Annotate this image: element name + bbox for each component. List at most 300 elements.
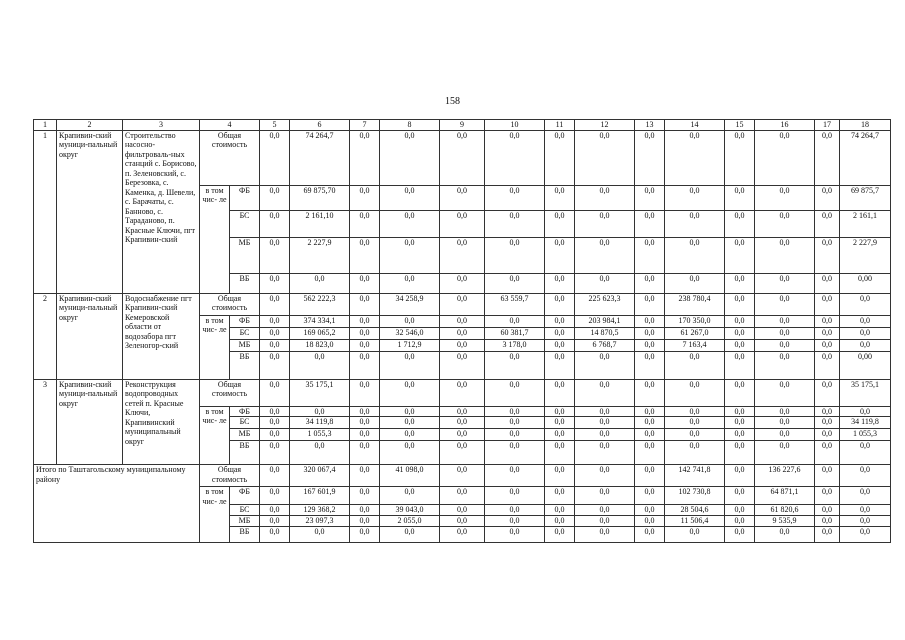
value-cell: 0,0 xyxy=(440,315,485,327)
value-cell: 0,0 xyxy=(545,406,575,417)
column-number: 3 xyxy=(123,120,200,131)
value-cell: 0,0 xyxy=(260,237,290,273)
value-cell: 0,0 xyxy=(260,185,290,210)
value-cell: 0,0 xyxy=(440,516,485,527)
value-cell: 0,0 xyxy=(350,429,380,441)
value-cell: 41 098,0 xyxy=(380,465,440,487)
value-cell: 0,0 xyxy=(840,315,891,327)
value-cell: 0,0 xyxy=(260,210,290,237)
value-cell: 0,0 xyxy=(665,273,725,293)
value-cell: 0,0 xyxy=(380,315,440,327)
value-cell: 2 161,1 xyxy=(840,210,891,237)
value-cell: 39 043,0 xyxy=(380,505,440,516)
value-cell: 129 368,2 xyxy=(290,505,350,516)
value-cell: 0,0 xyxy=(545,417,575,429)
value-cell: 0,00 xyxy=(840,351,891,379)
value-cell: 169 065,2 xyxy=(290,327,350,339)
value-cell: 0,0 xyxy=(575,516,635,527)
value-cell: 1 055,3 xyxy=(840,429,891,441)
value-cell: 0,0 xyxy=(635,505,665,516)
value-cell: 0,0 xyxy=(260,441,290,465)
value-cell: 0,0 xyxy=(260,527,290,543)
value-cell: 28 504,6 xyxy=(665,505,725,516)
value-cell: 0,0 xyxy=(755,406,815,417)
value-cell: 0,0 xyxy=(635,429,665,441)
column-number: 14 xyxy=(665,120,725,131)
column-number: 5 xyxy=(260,120,290,131)
value-cell: 63 559,7 xyxy=(485,293,545,315)
value-cell: 102 730,8 xyxy=(665,487,725,505)
value-cell: 0,0 xyxy=(440,527,485,543)
value-cell: 0,0 xyxy=(290,351,350,379)
value-cell: 0,0 xyxy=(725,379,755,406)
value-cell: 0,0 xyxy=(575,237,635,273)
value-cell: 0,0 xyxy=(635,465,665,487)
value-cell: 0,0 xyxy=(290,441,350,465)
district-name: Крапивин-ский муници-пальный округ xyxy=(57,130,123,293)
value-cell: 0,0 xyxy=(485,417,545,429)
column-number: 2 xyxy=(57,120,123,131)
value-cell: 0,0 xyxy=(260,130,290,185)
column-number: 17 xyxy=(815,120,840,131)
value-cell: 0,0 xyxy=(440,185,485,210)
value-cell: 0,0 xyxy=(635,315,665,327)
value-cell: 0,0 xyxy=(380,379,440,406)
column-number: 6 xyxy=(290,120,350,131)
value-cell: 35 175,1 xyxy=(840,379,891,406)
value-cell: 0,00 xyxy=(840,273,891,293)
value-cell: 0,0 xyxy=(815,379,840,406)
value-cell: 0,0 xyxy=(635,293,665,315)
value-cell: 0,0 xyxy=(725,130,755,185)
value-cell: 0,0 xyxy=(350,185,380,210)
value-cell: 0,0 xyxy=(725,505,755,516)
value-cell: 0,0 xyxy=(815,315,840,327)
value-cell: 0,0 xyxy=(575,505,635,516)
value-cell: 0,0 xyxy=(665,351,725,379)
value-cell: 0,0 xyxy=(635,185,665,210)
value-cell: 61 267,0 xyxy=(665,327,725,339)
value-cell: 0,0 xyxy=(725,429,755,441)
value-cell: 0,0 xyxy=(725,406,755,417)
value-cell: 0,0 xyxy=(635,417,665,429)
value-cell: 0,0 xyxy=(840,527,891,543)
value-cell: 0,0 xyxy=(545,339,575,351)
value-cell: 0,0 xyxy=(260,351,290,379)
value-cell: 0,0 xyxy=(635,327,665,339)
value-cell: 2 055,0 xyxy=(380,516,440,527)
value-cell: 0,0 xyxy=(350,327,380,339)
value-cell: 3 178,0 xyxy=(485,339,545,351)
value-cell: 0,0 xyxy=(380,351,440,379)
value-cell: 167 601,9 xyxy=(290,487,350,505)
value-cell: 0,0 xyxy=(635,130,665,185)
value-cell: 0,0 xyxy=(440,441,485,465)
value-cell: 142 741,8 xyxy=(665,465,725,487)
value-cell: 0,0 xyxy=(575,465,635,487)
summary-label: Итого по Таштагольскому муниципальному району xyxy=(34,465,200,543)
value-cell: 0,0 xyxy=(545,273,575,293)
total-cost-label: Общая стоимость xyxy=(200,465,260,487)
value-cell: 0,0 xyxy=(440,130,485,185)
column-number: 13 xyxy=(635,120,665,131)
value-cell: 0,0 xyxy=(260,417,290,429)
value-cell: 0,0 xyxy=(545,315,575,327)
project-total-row xyxy=(34,130,891,185)
column-number: 15 xyxy=(725,120,755,131)
total-cost-label: Общая стоимость xyxy=(200,130,260,185)
value-cell: 170 350,0 xyxy=(665,315,725,327)
value-cell: 0,0 xyxy=(725,339,755,351)
value-cell: 0,0 xyxy=(290,527,350,543)
value-cell: 0,0 xyxy=(725,465,755,487)
value-cell: 0,0 xyxy=(840,516,891,527)
value-cell: 0,0 xyxy=(725,273,755,293)
value-cell: 0,0 xyxy=(350,527,380,543)
fund-code: МБ xyxy=(230,429,260,441)
value-cell: 2 227,9 xyxy=(840,237,891,273)
value-cell: 0,0 xyxy=(755,210,815,237)
value-cell: 0,0 xyxy=(350,465,380,487)
value-cell: 0,0 xyxy=(545,185,575,210)
value-cell: 0,0 xyxy=(575,527,635,543)
fund-code: БС xyxy=(230,417,260,429)
value-cell: 0,0 xyxy=(260,505,290,516)
column-number: 4 xyxy=(200,120,260,131)
value-cell: 0,0 xyxy=(380,441,440,465)
value-cell: 0,0 xyxy=(485,237,545,273)
value-cell: 0,0 xyxy=(485,487,545,505)
value-cell: 0,0 xyxy=(755,379,815,406)
column-numbers-row xyxy=(34,120,891,131)
value-cell: 11 506,4 xyxy=(665,516,725,527)
value-cell: 0,0 xyxy=(725,327,755,339)
value-cell: 0,0 xyxy=(440,465,485,487)
value-cell: 0,0 xyxy=(380,406,440,417)
value-cell: 0,0 xyxy=(545,487,575,505)
fund-code: БС xyxy=(230,505,260,516)
value-cell: 0,0 xyxy=(350,379,380,406)
value-cell: 61 820,6 xyxy=(755,505,815,516)
value-cell: 0,0 xyxy=(755,527,815,543)
value-cell: 0,0 xyxy=(350,441,380,465)
value-cell: 0,0 xyxy=(545,210,575,237)
value-cell: 0,0 xyxy=(635,273,665,293)
value-cell: 0,0 xyxy=(440,351,485,379)
value-cell: 0,0 xyxy=(380,527,440,543)
value-cell: 0,0 xyxy=(725,441,755,465)
value-cell: 0,0 xyxy=(755,130,815,185)
value-cell: 0,0 xyxy=(575,351,635,379)
value-cell: 69 875,7 xyxy=(840,185,891,210)
value-cell: 0,0 xyxy=(665,185,725,210)
value-cell: 0,0 xyxy=(440,273,485,293)
value-cell: 14 870,5 xyxy=(575,327,635,339)
value-cell: 0,0 xyxy=(545,293,575,315)
value-cell: 0,0 xyxy=(725,293,755,315)
value-cell: 0,0 xyxy=(840,505,891,516)
value-cell: 0,0 xyxy=(635,527,665,543)
value-cell: 0,0 xyxy=(380,417,440,429)
value-cell: 0,0 xyxy=(485,406,545,417)
fund-code: ФБ xyxy=(230,315,260,327)
value-cell: 0,0 xyxy=(575,487,635,505)
value-cell: 0,0 xyxy=(350,237,380,273)
value-cell: 0,0 xyxy=(350,487,380,505)
value-cell: 0,0 xyxy=(350,351,380,379)
fund-code: МБ xyxy=(230,339,260,351)
budget-table xyxy=(33,119,891,543)
value-cell: 34 119,8 xyxy=(840,417,891,429)
value-cell: 0,0 xyxy=(260,327,290,339)
value-cell: 0,0 xyxy=(575,273,635,293)
value-cell: 0,0 xyxy=(815,130,840,185)
value-cell: 0,0 xyxy=(545,527,575,543)
value-cell: 0,0 xyxy=(350,273,380,293)
value-cell: 0,0 xyxy=(545,429,575,441)
value-cell: 0,0 xyxy=(350,516,380,527)
value-cell: 2 161,10 xyxy=(290,210,350,237)
total-cost-label: Общая стоимость xyxy=(200,293,260,315)
value-cell: 0,0 xyxy=(665,379,725,406)
value-cell: 2 227,9 xyxy=(290,237,350,273)
fund-code: ВБ xyxy=(230,441,260,465)
value-cell: 0,0 xyxy=(815,273,840,293)
value-cell: 0,0 xyxy=(440,417,485,429)
fund-code: ФБ xyxy=(230,487,260,505)
value-cell: 74 264,7 xyxy=(840,130,891,185)
value-cell: 74 264,7 xyxy=(290,130,350,185)
value-cell: 562 222,3 xyxy=(290,293,350,315)
value-cell: 0,0 xyxy=(485,465,545,487)
value-cell: 0,0 xyxy=(260,315,290,327)
fund-code: ВБ xyxy=(230,527,260,543)
column-number: 18 xyxy=(840,120,891,131)
value-cell: 0,0 xyxy=(665,441,725,465)
value-cell: 238 780,4 xyxy=(665,293,725,315)
value-cell: 6 768,7 xyxy=(575,339,635,351)
value-cell: 0,0 xyxy=(725,237,755,273)
value-cell: 0,0 xyxy=(485,273,545,293)
object-name: Реконструкция водопроводных сетей п. Красные Ключи, Крапивинский муниципальный округ xyxy=(123,379,200,465)
including-label: в том чис- ле xyxy=(200,185,230,293)
value-cell: 0,0 xyxy=(440,339,485,351)
fund-code: БС xyxy=(230,210,260,237)
value-cell: 0,0 xyxy=(725,487,755,505)
value-cell: 0,0 xyxy=(380,487,440,505)
value-cell: 0,0 xyxy=(755,417,815,429)
value-cell: 0,0 xyxy=(380,429,440,441)
value-cell: 0,0 xyxy=(635,487,665,505)
fund-code: ВБ xyxy=(230,273,260,293)
value-cell: 0,0 xyxy=(350,339,380,351)
value-cell: 0,0 xyxy=(665,210,725,237)
column-number: 7 xyxy=(350,120,380,131)
value-cell: 35 175,1 xyxy=(290,379,350,406)
value-cell: 0,0 xyxy=(260,293,290,315)
value-cell: 0,0 xyxy=(260,516,290,527)
value-cell: 0,0 xyxy=(725,315,755,327)
value-cell: 0,0 xyxy=(260,339,290,351)
value-cell: 0,0 xyxy=(545,505,575,516)
value-cell: 0,0 xyxy=(350,505,380,516)
value-cell: 0,0 xyxy=(755,315,815,327)
project-total-row xyxy=(34,293,891,315)
column-number: 12 xyxy=(575,120,635,131)
value-cell: 0,0 xyxy=(840,487,891,505)
value-cell: 0,0 xyxy=(545,465,575,487)
value-cell: 0,0 xyxy=(485,505,545,516)
value-cell: 0,0 xyxy=(665,527,725,543)
value-cell: 0,0 xyxy=(725,417,755,429)
value-cell: 0,0 xyxy=(260,406,290,417)
value-cell: 0,0 xyxy=(545,237,575,273)
value-cell: 0,0 xyxy=(440,487,485,505)
value-cell: 0,0 xyxy=(725,351,755,379)
value-cell: 34 119,8 xyxy=(290,417,350,429)
value-cell: 0,0 xyxy=(260,273,290,293)
value-cell: 0,0 xyxy=(485,351,545,379)
value-cell: 0,0 xyxy=(575,441,635,465)
value-cell: 0,0 xyxy=(635,406,665,417)
value-cell: 9 535,9 xyxy=(755,516,815,527)
value-cell: 0,0 xyxy=(350,315,380,327)
district-name: Крапивин-ский муници-пальный округ xyxy=(57,379,123,465)
column-number: 16 xyxy=(755,120,815,131)
value-cell: 0,0 xyxy=(815,505,840,516)
value-cell: 0,0 xyxy=(755,441,815,465)
value-cell: 0,0 xyxy=(440,293,485,315)
value-cell: 0,0 xyxy=(815,406,840,417)
value-cell: 32 546,0 xyxy=(380,327,440,339)
value-cell: 7 163,4 xyxy=(665,339,725,351)
value-cell: 23 097,3 xyxy=(290,516,350,527)
value-cell: 0,0 xyxy=(815,527,840,543)
fund-code: МБ xyxy=(230,237,260,273)
object-name: Водоснабжение пгт Крапивин-ский Кемеровской области от водозабора пгт Зеленогор-ский xyxy=(123,293,200,379)
column-number: 1 xyxy=(34,120,57,131)
value-cell: 0,0 xyxy=(545,441,575,465)
value-cell: 0,0 xyxy=(840,293,891,315)
value-cell: 0,0 xyxy=(485,315,545,327)
value-cell: 0,0 xyxy=(485,527,545,543)
value-cell: 0,0 xyxy=(485,130,545,185)
fund-code: ФБ xyxy=(230,185,260,210)
value-cell: 0,0 xyxy=(665,130,725,185)
value-cell: 0,0 xyxy=(755,185,815,210)
value-cell: 64 871,1 xyxy=(755,487,815,505)
value-cell: 0,0 xyxy=(815,441,840,465)
fund-code: МБ xyxy=(230,516,260,527)
value-cell: 0,0 xyxy=(755,339,815,351)
value-cell: 0,0 xyxy=(260,379,290,406)
value-cell: 203 984,1 xyxy=(575,315,635,327)
value-cell: 0,0 xyxy=(485,185,545,210)
project-number: 3 xyxy=(34,379,57,465)
project-number: 1 xyxy=(34,130,57,293)
value-cell: 0,0 xyxy=(545,130,575,185)
value-cell: 0,0 xyxy=(350,293,380,315)
including-label: в том чис- ле xyxy=(200,406,230,465)
value-cell: 0,0 xyxy=(380,130,440,185)
value-cell: 0,0 xyxy=(815,465,840,487)
value-cell: 0,0 xyxy=(815,185,840,210)
value-cell: 0,0 xyxy=(635,516,665,527)
value-cell: 0,0 xyxy=(665,237,725,273)
object-name: Строительство насосно-фильтроваль-ных станций с. Борисово, п. Зеленовский, с. Березовка, с. Каменка, д. Шевели, с. Барачаты, с. Банново, с. Тараданово, п. Красные Ключи, пгт Крапивин-ский xyxy=(123,130,200,293)
value-cell: 0,0 xyxy=(840,327,891,339)
value-cell: 0,0 xyxy=(350,417,380,429)
column-number: 9 xyxy=(440,120,485,131)
value-cell: 0,0 xyxy=(260,465,290,487)
value-cell: 0,0 xyxy=(350,130,380,185)
value-cell: 0,0 xyxy=(350,210,380,237)
value-cell: 0,0 xyxy=(815,429,840,441)
value-cell: 0,0 xyxy=(755,273,815,293)
value-cell: 0,0 xyxy=(380,237,440,273)
value-cell: 0,0 xyxy=(815,417,840,429)
value-cell: 0,0 xyxy=(545,379,575,406)
fund-code: ФБ xyxy=(230,406,260,417)
value-cell: 0,0 xyxy=(815,293,840,315)
value-cell: 69 875,70 xyxy=(290,185,350,210)
value-cell: 0,0 xyxy=(755,351,815,379)
value-cell: 0,0 xyxy=(665,417,725,429)
value-cell: 1 712,9 xyxy=(380,339,440,351)
value-cell: 0,0 xyxy=(815,210,840,237)
value-cell: 0,0 xyxy=(815,487,840,505)
value-cell: 0,0 xyxy=(575,210,635,237)
value-cell: 0,0 xyxy=(440,237,485,273)
value-cell: 18 823,0 xyxy=(290,339,350,351)
value-cell: 0,0 xyxy=(575,406,635,417)
value-cell: 0,0 xyxy=(290,273,350,293)
value-cell: 0,0 xyxy=(840,339,891,351)
value-cell: 0,0 xyxy=(575,379,635,406)
value-cell: 0,0 xyxy=(635,237,665,273)
value-cell: 0,0 xyxy=(290,406,350,417)
value-cell: 0,0 xyxy=(635,339,665,351)
value-cell: 0,0 xyxy=(635,210,665,237)
value-cell: 0,0 xyxy=(755,293,815,315)
value-cell: 0,0 xyxy=(755,429,815,441)
value-cell: 0,0 xyxy=(665,429,725,441)
value-cell: 0,0 xyxy=(815,237,840,273)
value-cell: 0,0 xyxy=(440,429,485,441)
summary-total-row xyxy=(34,465,891,487)
value-cell: 0,0 xyxy=(485,429,545,441)
value-cell: 0,0 xyxy=(350,406,380,417)
value-cell: 0,0 xyxy=(440,210,485,237)
total-cost-label: Общая стоимость xyxy=(200,379,260,406)
value-cell: 60 381,7 xyxy=(485,327,545,339)
value-cell: 0,0 xyxy=(725,527,755,543)
value-cell: 0,0 xyxy=(575,130,635,185)
value-cell: 0,0 xyxy=(840,441,891,465)
value-cell: 0,0 xyxy=(440,406,485,417)
value-cell: 1 055,3 xyxy=(290,429,350,441)
value-cell: 0,0 xyxy=(545,327,575,339)
value-cell: 0,0 xyxy=(755,237,815,273)
value-cell: 136 227,6 xyxy=(755,465,815,487)
project-number: 2 xyxy=(34,293,57,379)
value-cell: 0,0 xyxy=(440,505,485,516)
value-cell: 0,0 xyxy=(815,516,840,527)
value-cell: 0,0 xyxy=(635,379,665,406)
value-cell: 0,0 xyxy=(815,327,840,339)
value-cell: 320 067,4 xyxy=(290,465,350,487)
value-cell: 0,0 xyxy=(815,339,840,351)
